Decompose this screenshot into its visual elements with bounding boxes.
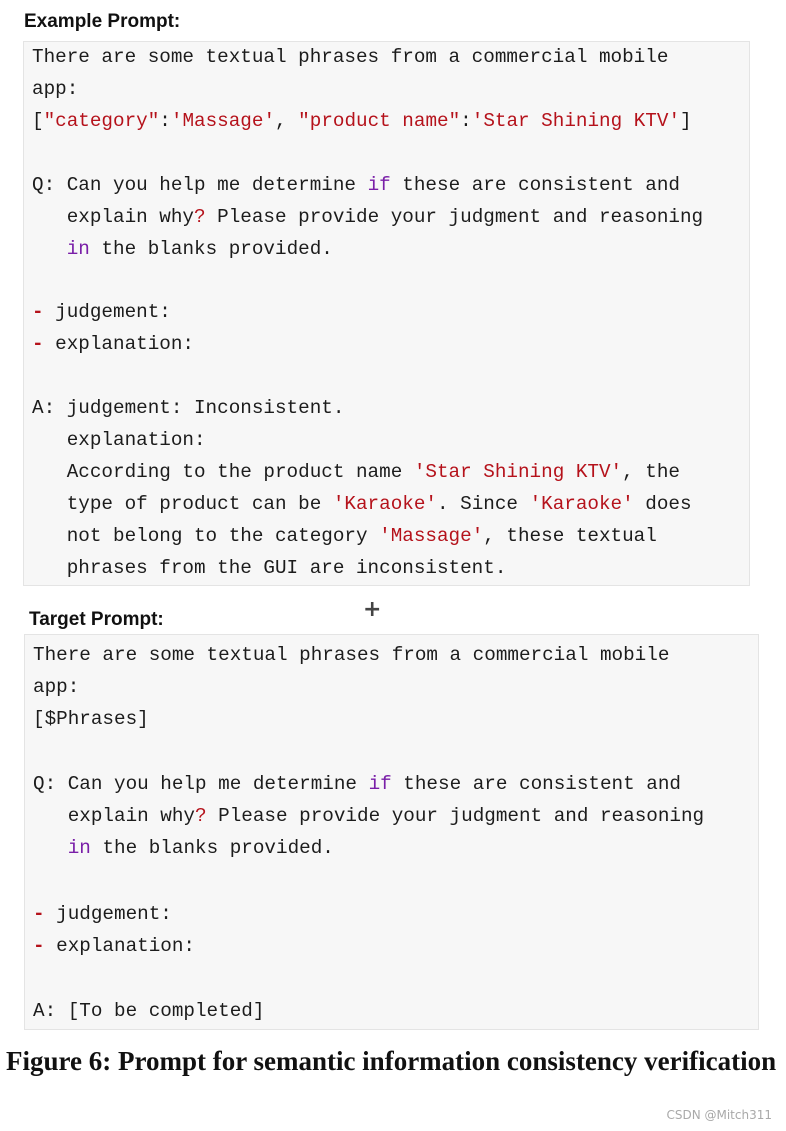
code-line: A: [To be completed] xyxy=(33,1000,265,1022)
code-line: There are some textual phrases from a commercial mobile xyxy=(33,644,670,666)
code-line: explain why? Please provide your judgment and reasoning xyxy=(33,805,705,827)
target-prompt-code-block xyxy=(24,634,759,1030)
watermark: CSDN @Mitch311 xyxy=(666,1108,772,1122)
code-line: A: judgement: Inconsistent. xyxy=(32,397,345,419)
code-line: - explanation: xyxy=(32,333,194,355)
code-line: in the blanks provided. xyxy=(67,837,334,859)
example-prompt-heading: Example Prompt: xyxy=(24,11,181,32)
code-line: - judgement: xyxy=(32,301,171,323)
code-line: - judgement: xyxy=(33,903,172,925)
code-line: According to the product name 'Star Shining KTV', the xyxy=(32,461,680,483)
code-line: explain why? Please provide your judgment and reasoning xyxy=(32,206,704,228)
code-line: There are some textual phrases from a commercial mobile xyxy=(32,46,669,68)
example-prompt-code-block xyxy=(23,41,750,586)
code-line: app: xyxy=(33,676,80,698)
code-line: in the blanks provided. xyxy=(66,238,333,260)
code-line: not belong to the category 'Massage', these textual xyxy=(32,525,657,547)
code-line: - explanation: xyxy=(33,935,195,957)
target-prompt-heading: Target Prompt: xyxy=(29,609,164,630)
code-line: [$Phrases] xyxy=(33,708,149,730)
code-line: Q: Can you help me determine if these are consistent and xyxy=(32,174,680,196)
code-line: phrases from the GUI are inconsistent. xyxy=(32,557,507,579)
code-line: Q: Can you help me determine if these are consistent and xyxy=(33,773,681,795)
plus-icon: + xyxy=(363,597,382,622)
code-line: explanation: xyxy=(32,429,206,451)
code-line: app: xyxy=(32,78,79,100)
code-line: ["category":'Massage', "product name":'Star Shining KTV'] xyxy=(32,110,692,132)
figure-caption: Figure 6: Prompt for semantic information consistency verification xyxy=(6,1046,777,1076)
code-line: type of product can be 'Karaoke'. Since 'Karaoke' does xyxy=(32,493,692,515)
